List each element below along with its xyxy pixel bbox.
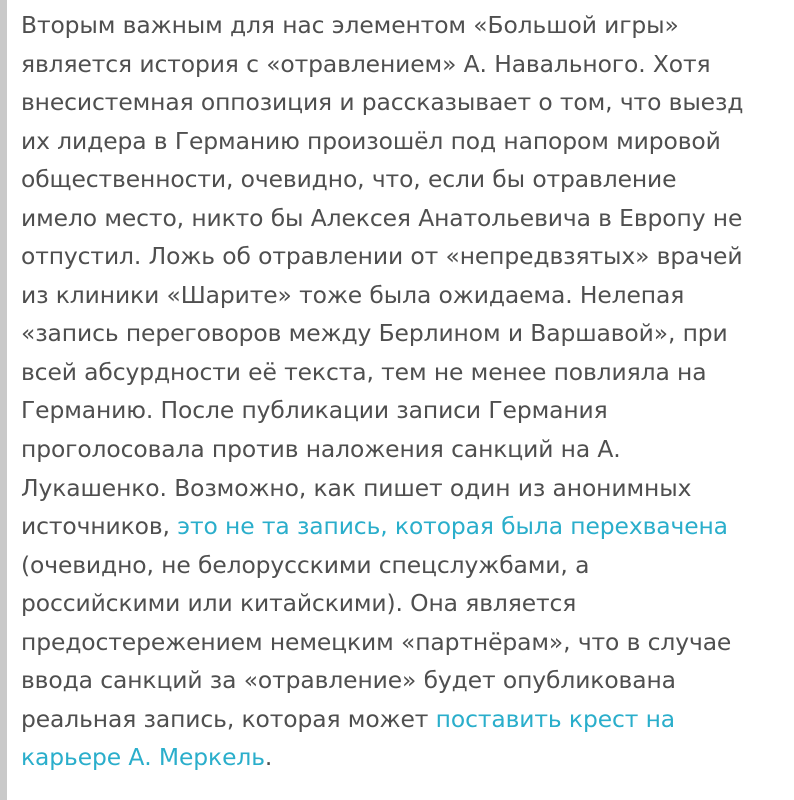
- text-line: российскими или китайскими). Она является: [21, 589, 577, 618]
- text-line: ввода санкций за «отравление» будет опубликована: [21, 666, 676, 695]
- intercepted-record-link[interactable]: это не та запись, которая была перехвачена: [177, 512, 728, 541]
- text-line: отпустил. Ложь об отравлении от «непредвзятых» врачей: [21, 242, 743, 271]
- text-line: [21, 507, 781, 546]
- text-line: всей абсурдности её текста, тем не менее повлияла на: [21, 357, 707, 386]
- text-line: внесистемная оппозиция и рассказывает о том, что выезд: [21, 88, 744, 117]
- text-line: является история с «отравлением» А. Навального. Хотя: [21, 49, 711, 78]
- merkel-career-link-continued[interactable]: карьере А. Меркель: [21, 743, 265, 772]
- text-line: предостережением немецким «партнёрам», что в случае: [21, 627, 732, 656]
- text-line: проголосовала против наложения санкций на А.: [21, 435, 621, 464]
- text-line: Лукашенко. Возможно, как пишет один из анонимных: [21, 473, 692, 502]
- quote-bar: [0, 0, 7, 800]
- article-text: [21, 6, 781, 777]
- text-line: (очевидно, не белорусскими спецслужбами, а: [21, 550, 590, 579]
- text-fragment: .: [264, 743, 273, 772]
- text-line: общественности, очевидно, что, если бы отравление: [21, 165, 677, 194]
- text-line: имело место, никто бы Алексея Анатольевича в Европу не: [21, 203, 743, 232]
- text-line: их лидера в Германию произошёл под напором мировой: [21, 126, 721, 155]
- text-line: [21, 700, 781, 739]
- merkel-career-link[interactable]: поставить крест на: [435, 704, 676, 733]
- text-fragment: источников,: [21, 512, 178, 541]
- text-line: из клиники «Шарите» тоже была ожидаема. Нелепая: [21, 280, 685, 309]
- text-line: Вторым важным для нас элементом «Большой игры»: [21, 11, 679, 39]
- text-line: «запись переговоров между Берлином и Варшавой», при: [21, 319, 728, 348]
- text-line: Германию. После публикации записи Германия: [21, 396, 608, 425]
- text-fragment: реальная запись, которая может: [21, 704, 436, 733]
- text-line: [21, 738, 781, 777]
